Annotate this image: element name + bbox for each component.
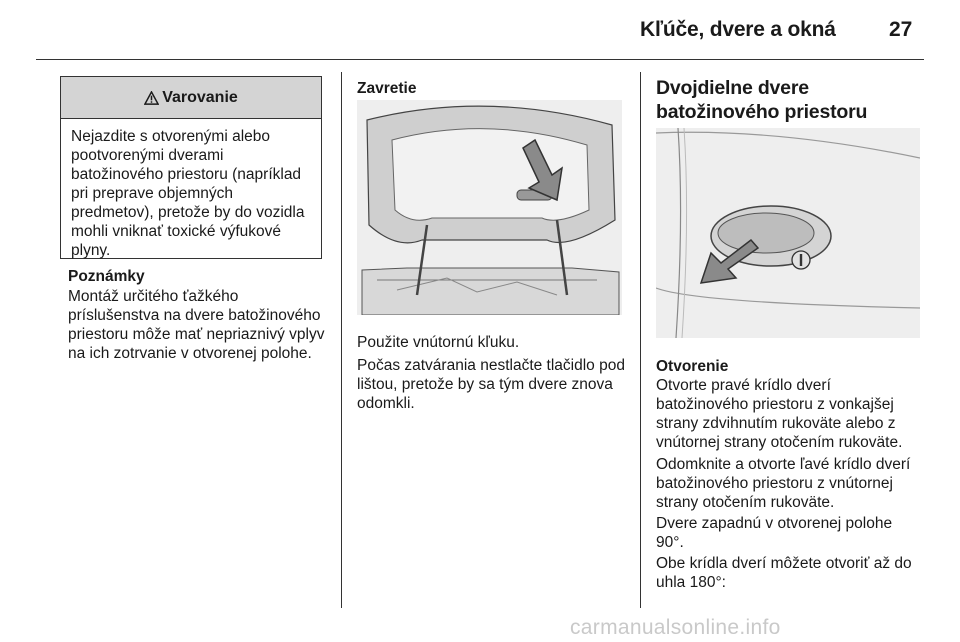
tailgate-closing-illustration xyxy=(357,100,622,315)
column-divider xyxy=(341,72,342,608)
section-title: Dvojdielne dvere batožinového priestoru xyxy=(656,77,868,123)
note-heading: Poznámky xyxy=(68,268,145,285)
page-number: 27 xyxy=(889,18,913,41)
opening-heading: Otvorenie xyxy=(656,358,729,375)
opening-paragraph-1: Otvorte pravé krídlo dverí batožinového priestoru z vonkajšej strany zdvihnutím rukoväte alebo z vnútornej strany otočením rukoväte. xyxy=(656,377,903,451)
closing-paragraph-2: Počas zatvárania nestlačte tlačidlo pod lištou, pretože by sa tým dvere znova odomkli. xyxy=(357,357,625,412)
opening-paragraph-3: Dvere zapadnú v otvorenej polohe 90°. xyxy=(656,515,893,551)
warning-box xyxy=(60,76,322,259)
column-divider xyxy=(640,72,641,608)
opening-paragraph-4: Obe krídla dverí môžete otvoriť až do uhla 180°: xyxy=(656,555,912,591)
warning-text: Nejazdite s otvorenými alebo pootvorenými dverami batožinového priestoru (napríklad pri preprave objemných predmetov), pretože by do vozidla mohli vniknať toxické výfukové plyny. xyxy=(71,128,305,259)
header-rule xyxy=(36,59,924,60)
warning-header xyxy=(61,77,321,119)
warning-title: Varovanie xyxy=(162,88,238,106)
watermark: carmanualsonline.info xyxy=(570,616,781,639)
closing-paragraph-1: Použite vnútornú kľuku. xyxy=(357,334,520,351)
closing-heading: Zavretie xyxy=(357,80,417,97)
opening-paragraph-2: Odomknite a otvorte ľavé krídlo dverí batožinového priestoru z vnútornej strany otočením rukoväte. xyxy=(656,456,911,511)
door-handle-illustration xyxy=(656,128,920,338)
page-header-title: Kľúče, dvere a okná xyxy=(640,18,836,41)
note-text: Montáž určitého ťažkého príslušenstva na dvere batožinového priestoru môže mať nepriaznivý vplyv na ich zotrvanie v otvorenej polohe. xyxy=(68,288,325,362)
warning-triangle-icon xyxy=(144,91,159,105)
